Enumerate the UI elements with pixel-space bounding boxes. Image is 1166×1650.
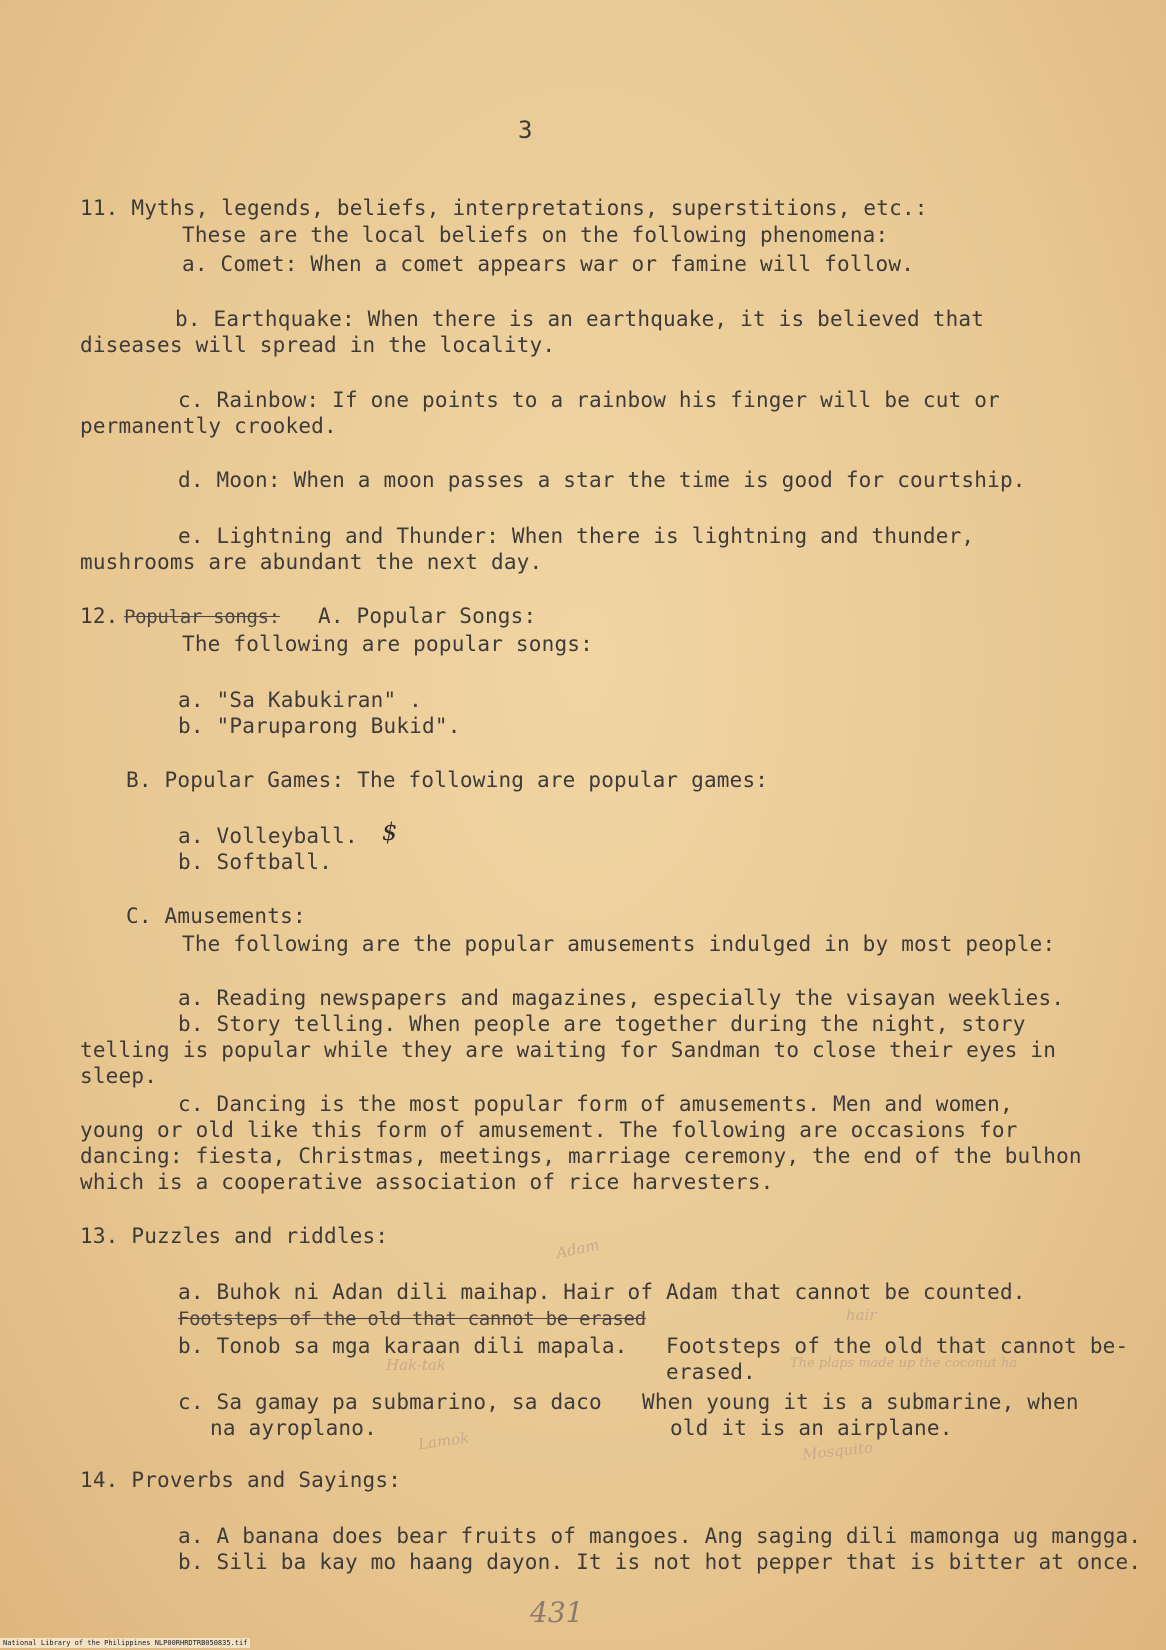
section-11-heading: 11. Myths, legends, beliefs, interpretations, superstitions, etc.: [80,196,928,220]
page-number: 3 [518,116,533,144]
belief-rainbow-2: permanently crooked. [80,414,337,438]
belief-earthquake-1: b. Earthquake: When there is an earthquake, it is believed that [175,307,985,331]
riddle-c-right-2: old it is an airplane. [670,1416,953,1440]
riddle-b-right-2: erased. [666,1360,756,1384]
proverb-b: b. Sili ba kay mo haang dayon. It is not hot pepper that is bitter at once. [178,1550,1142,1574]
section-12-struck: Popular songs: [124,606,280,628]
riddle-b-left: b. Tonob sa mga karaan dili mapala. [178,1334,628,1358]
section-11-intro: These are the local beliefs on the following phenomena: [182,223,889,247]
belief-lightning-2: mushrooms are abundant the next day. [80,550,543,574]
amusement-story-2: telling is popular while they are waiting for Sandman to close their eyes in [80,1038,1057,1062]
popular-songs-heading: A. Popular Songs: [318,604,537,628]
folio-number: 431 [530,1596,584,1629]
amusement-dancing-3: dancing: fiesta, Christmas, meetings, marriage ceremony, the end of the bulhon [80,1144,1082,1168]
belief-earthquake-2: diseases will spread in the locality. [80,333,556,357]
amusement-dancing-2: young or old like this form of amusement. The following are occasions for [80,1118,1018,1142]
riddle-c-left-2: na ayroplano. [210,1416,377,1440]
amusement-story-1: b. Story telling. When people are together during the night, story [178,1012,1026,1036]
popular-games-heading: B. Popular Games: The following are popular games: [126,768,769,792]
belief-comet: a. Comet: When a comet appears war or famine will follow. [182,252,915,276]
amusement-reading: a. Reading newspapers and magazines, especially the visayan weeklies. [178,986,1065,1010]
archive-footer: National Library of the Philippines NLP00RHRDTRB050835.tif [0,1638,250,1648]
section-14-heading: 14. Proverbs and Sayings: [80,1468,402,1492]
riddle-struck: Footsteps of the old that cannot be erased [178,1308,646,1330]
pencil-haktak: Hak-tak [386,1356,446,1374]
dollar-mark: $ [382,818,398,846]
proverb-a: a. A banana does bear fruits of mangoes. Ang saging dili mamonga ug mangga. [178,1524,1142,1548]
amusement-story-3: sleep. [80,1064,158,1088]
riddle-b-right-1: Footsteps of the old that cannot be- [666,1334,1129,1358]
riddle-c-left-1: c. Sa gamay pa submarino, sa daco [178,1390,602,1414]
game-volleyball: a. Volleyball. [178,824,358,848]
amusements-intro: The following are the popular amusements indulged in by most people: [182,932,1056,956]
belief-lightning-1: e. Lightning and Thunder: When there is lightning and thunder, [178,524,975,548]
pencil-plaps: The plaps made up the coconut ha [790,1356,1018,1371]
pencil-adam: Adam [554,1235,602,1263]
belief-rainbow-1: c. Rainbow: If one points to a rainbow his finger will be cut or [178,388,1000,412]
pencil-hair: hair [846,1306,877,1324]
amusements-heading: C. Amusements: [126,904,306,928]
section-12-number: 12. [80,604,119,628]
song-b: b. "Paruparong Bukid". [178,714,461,738]
belief-moon: d. Moon: When a moon passes a star the time is good for courtship. [178,468,1026,492]
game-softball: b. Softball. [178,850,333,874]
pencil-mosquito: Mosquito [801,1438,874,1464]
riddle-c-right-1: When young it is a submarine, when [642,1390,1079,1414]
amusement-dancing-1: c. Dancing is the most popular form of amusements. Men and women, [178,1092,1013,1116]
popular-songs-intro: The following are popular songs: [182,632,593,656]
song-a: a. "Sa Kabukiran" . [178,688,423,712]
section-13-heading: 13. Puzzles and riddles: [80,1224,389,1248]
pencil-lamok: Lamok [416,1428,471,1454]
riddle-a: a. Buhok ni Adan dili maihap. Hair of Adam that cannot be counted. [178,1280,1026,1304]
amusement-dancing-4: which is a cooperative association of rice harvesters. [80,1170,774,1194]
